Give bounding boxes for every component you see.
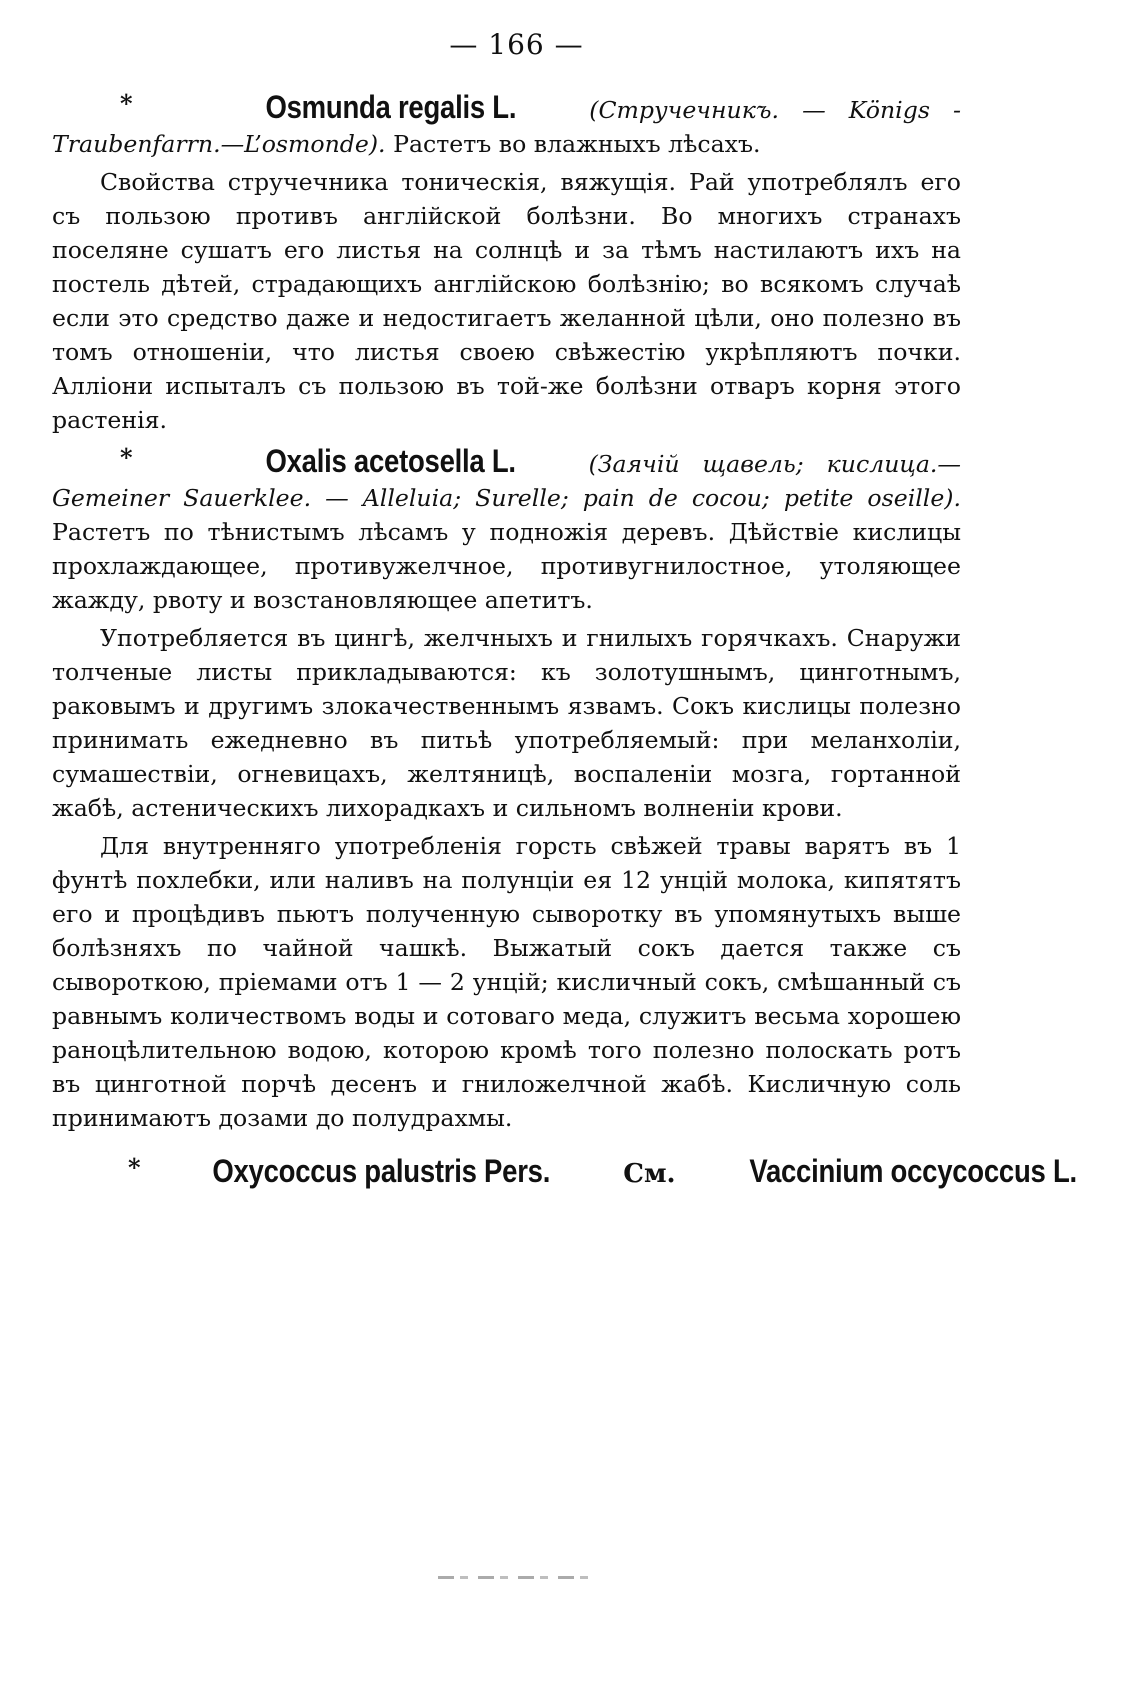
cross-reference bbox=[52, 1149, 1077, 1193]
asterisk-mark: * bbox=[120, 89, 133, 118]
entry-oxalis bbox=[52, 441, 961, 1135]
page-number: — 166 — bbox=[449, 28, 584, 61]
latin-name: Oxalis acetosella L. bbox=[265, 443, 516, 479]
entry-heading bbox=[52, 87, 961, 161]
entry-osmunda bbox=[52, 87, 961, 437]
latin-name: Osmunda regalis L. bbox=[265, 89, 516, 125]
see-label: См. bbox=[623, 1159, 676, 1189]
body-paragraph: Употребляется въ цингѣ, желчныхъ и гнилыхъ горячкахъ. Снаружи толченые листы прикладываются: къ золотушнымъ, цинготнымъ, раковымъ и другимъ злокачественнымъ язвамъ. Сокъ кислицы полезно принимать ежедневно въ питьѣ употребляемый: при меланхоліи, сумашествіи, огневицахъ, желтяницѣ, воспаленіи мозга, гортанной жабѣ, астеническихъ лихорадкахъ и сильномъ волненіи крови. bbox=[52, 624, 961, 822]
cross-reference-target: Vaccinium occycoccus L. bbox=[748, 1153, 1077, 1189]
asterisk-mark: * bbox=[120, 443, 133, 472]
synonyms: (Заячій щавель; кислица.—Gemeiner Sauerklee. — Alleluia; Surelle; pain de cocou; petite oseille). bbox=[52, 450, 962, 512]
body-paragraph: Для внутренняго употребленія горсть свѣжей травы варятъ въ 1 фунтѣ похлебки, или наливъ на полунціи ея 12 унцій молока, кипятятъ его и процѣдивъ пьютъ полученную сыворотку въ упомянутыхъ выше болѣзняхъ по чайной чашкѣ. Выжатый сокъ дается также съ сывороткою, пріемами отъ 1 — 2 унцій; кисличный сокъ, смѣшанный съ равнымъ количествомъ воды и сотоваго меда, служитъ весьма хорошею раноцѣлительною водою, которою кромѣ того полезно полоскать ротъ въ цинготной порчѣ десенъ и гниложелчной жабѣ. Кисличную соль принимаютъ дозами до полудрахмы. bbox=[52, 832, 961, 1132]
asterisk-mark: * bbox=[128, 1153, 141, 1182]
synonyms: (Стручечникъ. — Königs - Traubenfarrn.—L’osmonde). bbox=[52, 96, 961, 158]
latin-name: Oxycoccus palustris Pers. bbox=[211, 1153, 550, 1189]
entry-heading bbox=[52, 441, 961, 617]
scan-artifact-line bbox=[438, 1576, 598, 1579]
body-paragraph: Свойства стручечника тоническія, вяжущія. Рай употреблялъ его съ пользою противъ англійской болѣзни. Во многихъ странахъ поселяне сушатъ его листья на солнцѣ и за тѣмъ настилаютъ ихъ на постель дѣтей, страдающихъ англійскою болѣзнію; во всякомъ случаѣ если это средство даже и недостигаетъ желанной цѣли, оно полезно въ томъ отношеніи, что листья своею свѣжестію укрѣпляютъ почки. Аллiони испыталъ съ пользою въ той-же болѣзни отваръ корня этого растенія. bbox=[52, 168, 961, 434]
entry-intro: Растетъ по тѣнистымъ лѣсамъ у подножія деревъ. Дѣйствіе кислицы прохлаждающее, противужелчное, противугнилостное, утоляющее жажду, рвоту и возстановляющее апетитъ. bbox=[52, 518, 961, 614]
entry-intro: Растетъ во влажныхъ лѣсахъ. bbox=[393, 130, 761, 158]
